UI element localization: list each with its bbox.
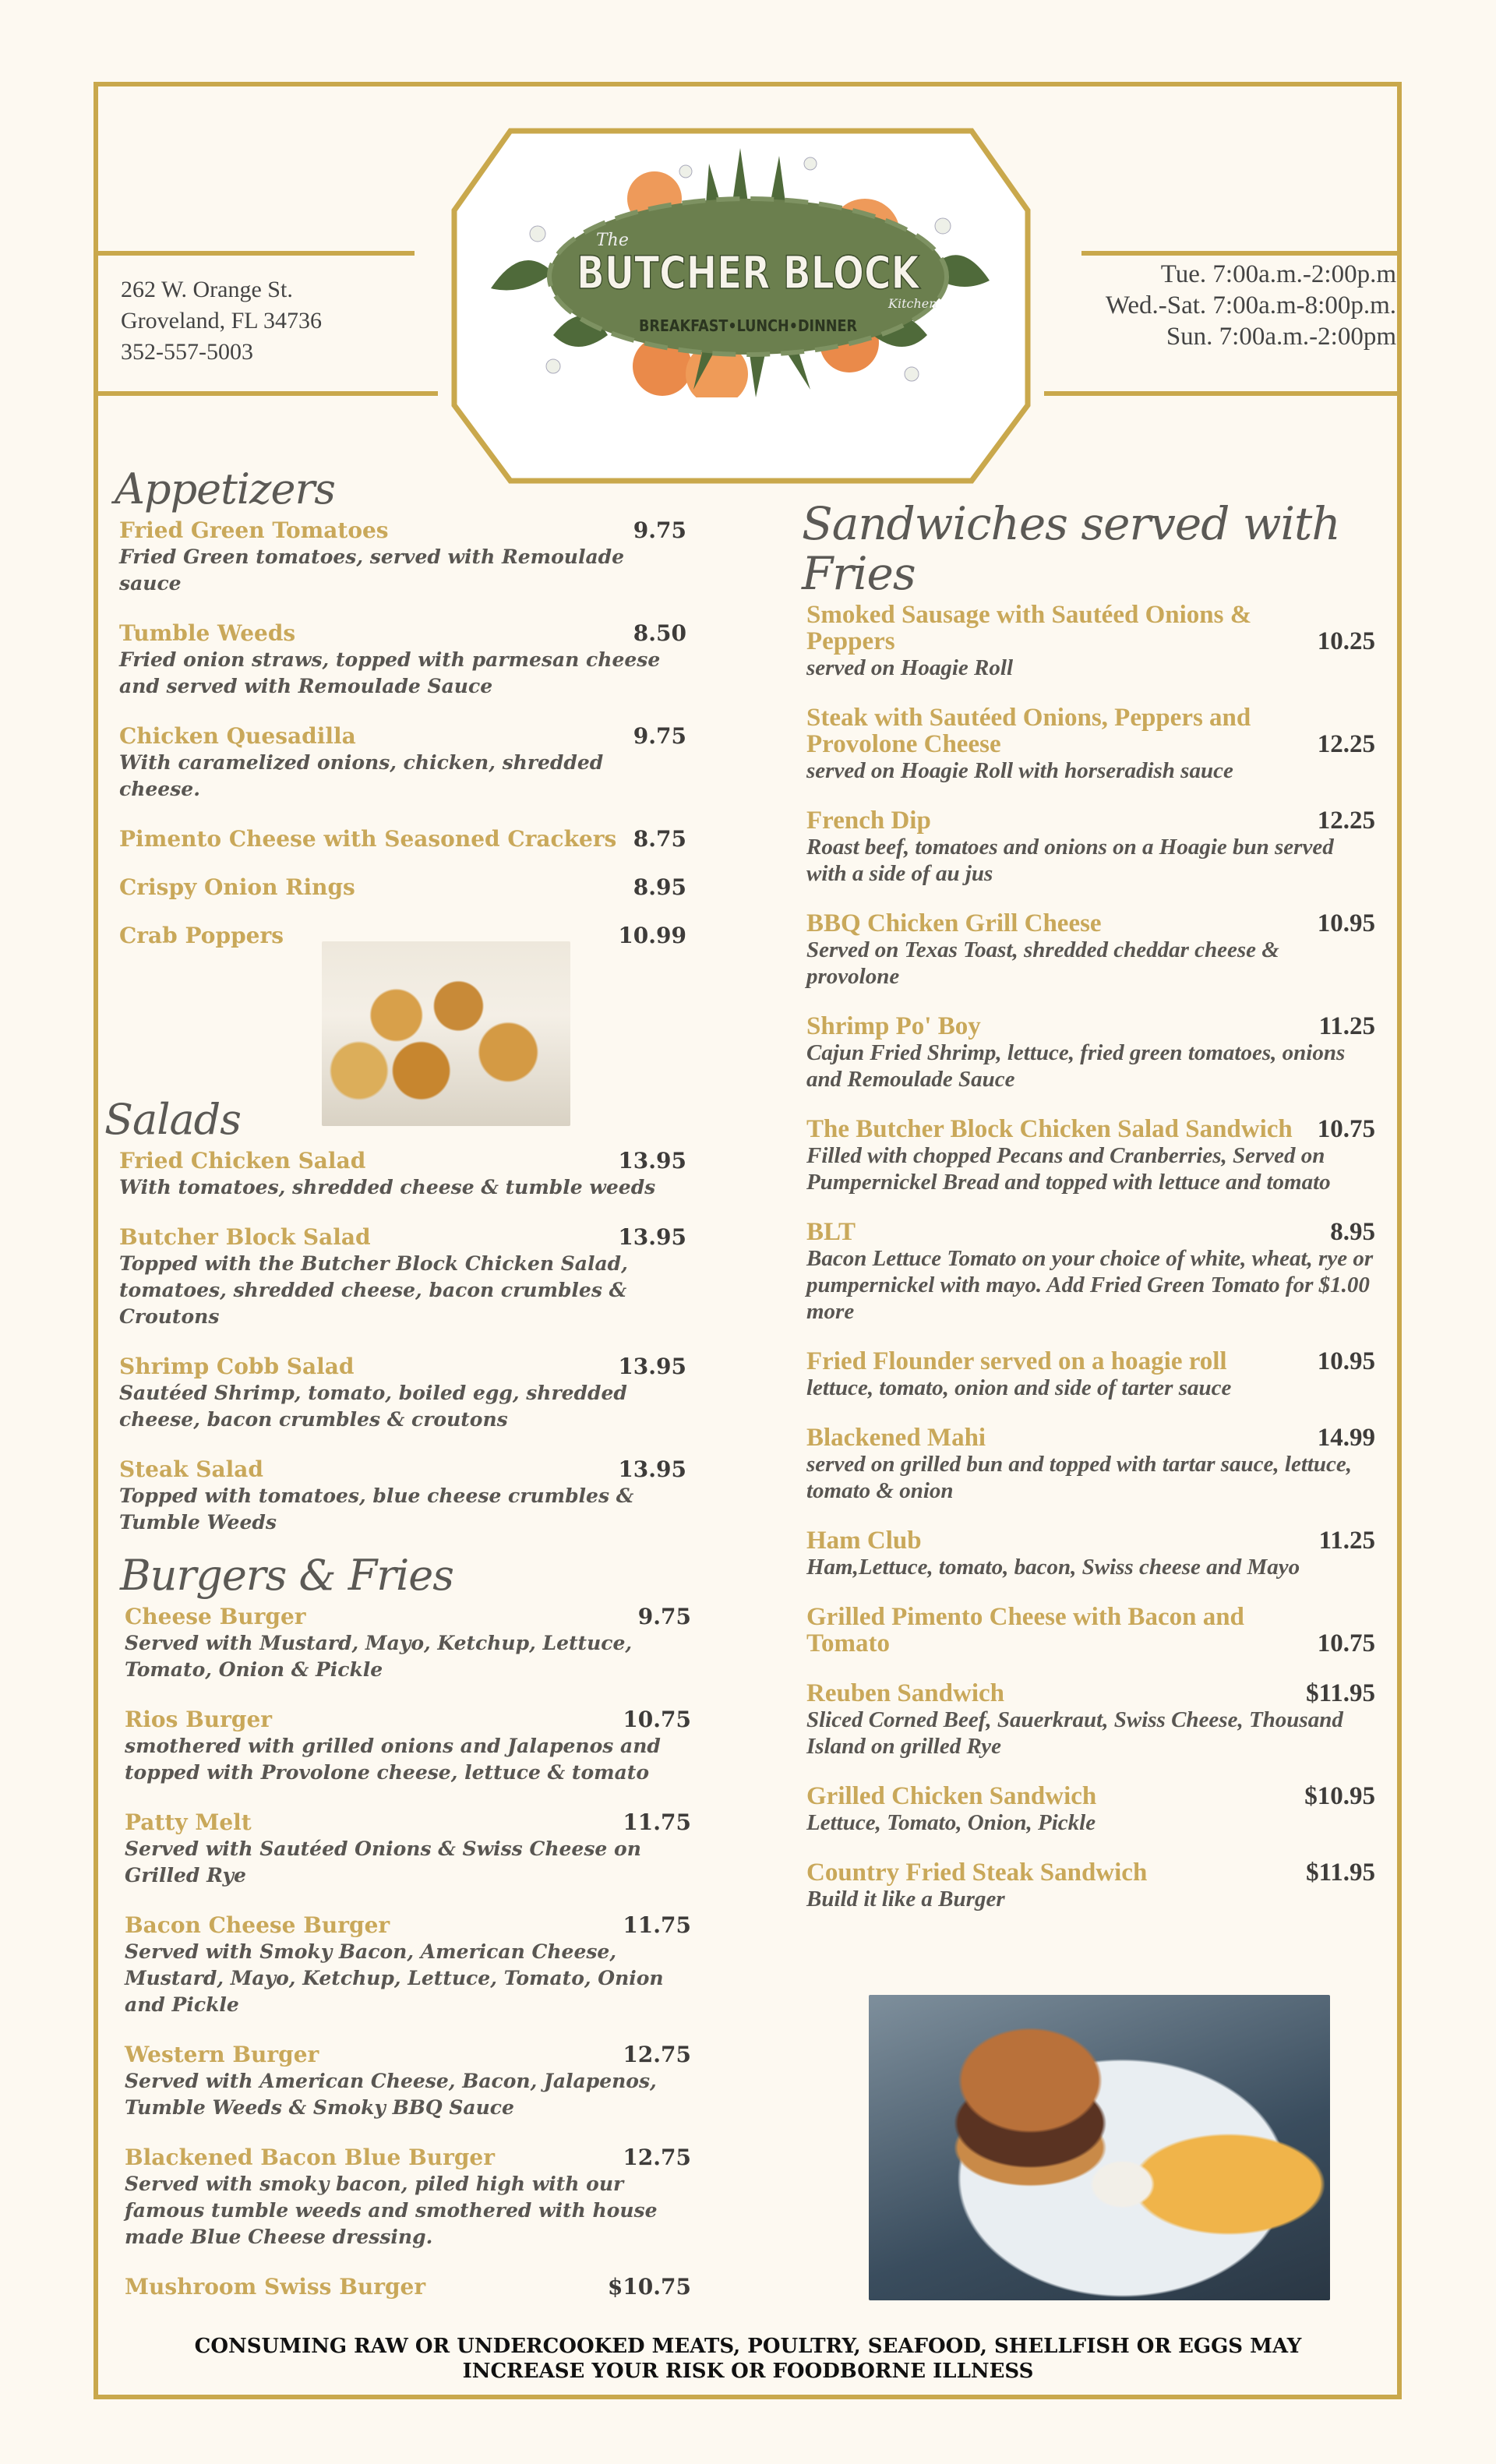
menu-item-header [119,826,686,853]
menu-item-header [806,1859,1375,1886]
menu-item [119,620,686,700]
menu-item-name: Rios Burger [125,1707,273,1732]
menu-item-name: Butcher Block Salad [119,1224,371,1250]
menu-item-name: Blackened Bacon Blue Burger [125,2145,495,2170]
menu-item-price: 9.75 [637,1604,691,1629]
menu-item-name: Chicken Quesadilla [119,723,356,749]
hours-wed-sat: Wed.-Sat. 7:00a.m-8:00p.m. [1105,291,1396,319]
menu-item-description: Served with American Cheese, Bacon, Jalapenos, Tumble Weeds & Smoky BBQ Sauce [125,2070,657,2119]
menu-item-description: Topped with tomatoes, blue cheese crumbles & Tumble Weeds [119,1484,634,1534]
menu-item-name: Tumble Weeds [119,620,296,646]
menu-item-description: With caramelized onions, chicken, shredded cheese. [119,751,604,800]
menu-item-description: Topped with the Butcher Block Chicken Salad, tomatoes, shredded cheese, bacon crumbles & Croutons [119,1252,628,1328]
menu-item [806,1348,1375,1401]
menu-item-header [806,1116,1375,1142]
burgers-section [120,1551,691,2324]
menu-item [119,517,686,597]
menu-item [806,1859,1375,1912]
menu-item-price: 11.75 [623,1912,691,1938]
menu-item-name: Country Fried Steak Sandwich [806,1859,1148,1887]
menu-item [125,2145,691,2250]
menu-item-description: Fried onion straws, topped with parmesan cheese and served with Remoulade Sauce [119,648,661,697]
menu-item-name: Fried Chicken Salad [119,1148,366,1174]
menu-item-name: Shrimp Cobb Salad [119,1354,355,1379]
section-title-appetizers: Appetizers [115,464,335,514]
section-title-salads: Salads [104,1095,241,1144]
menu-item [806,602,1375,681]
menu-item-header [806,1424,1375,1451]
menu-item-description: Served with Smoky Bacon, American Cheese, Mustard, Mayo, Ketchup, Lettuce, Tomato, Onion and Pickle [125,1940,664,2016]
menu-item-name: Ham Club [806,1527,922,1555]
menu-item-price: 8.50 [633,620,686,646]
menu-item-header [119,1456,686,1483]
menu-item-name: Grilled Pimento Cheese with Bacon and Tomato [806,1603,1244,1657]
menu-item-header [806,1219,1375,1245]
menu-item-name: BLT [806,1218,856,1246]
disclaimer-line: CONSUMING RAW OR UNDERCOOKED MEATS, POULTRY, SEAFOOD, SHELLFISH OR EGGS MAY [194,2335,1302,2358]
menu-item [806,1013,1375,1093]
menu-item-price: 10.99 [618,923,686,948]
menu-item-price: 12.25 [1317,807,1375,835]
menu-item-header [119,517,686,544]
menu-item-price: 12.75 [623,2145,691,2170]
menu-item-name: Steak Salad [119,1456,263,1482]
sandwiches-section [802,497,1375,1936]
menu-item-description: Filled with chopped Pecans and Cranberries, Served on Pumpernickel Bread and topped with lettuce and tomato [806,1143,1331,1195]
menu-item-price: 13.95 [618,1456,686,1482]
hours-sun: Sun. 7:00a.m.-2:00pm [1166,323,1396,351]
address-street: 262 W. Orange St. [121,277,293,302]
divider [94,391,438,396]
menu-item-description: Served with smoky bacon, piled high with our famous tumble weeds and smothered with house made Blue Cheese dressing. [125,2173,658,2248]
menu-item [806,1116,1375,1195]
menu-item-name: Blackened Mahi [806,1424,986,1452]
menu-item-price: 8.75 [633,826,686,852]
menu-item-header [125,2274,691,2300]
menu-item-header [125,1707,691,1733]
menu-item [806,910,1375,990]
menu-item-price: $11.95 [1306,1679,1375,1707]
menu-item-header [806,807,1375,834]
menu-item [125,1604,691,1683]
menu-item-name: Grilled Chicken Sandwich [806,1782,1097,1810]
menu-item-name: Crab Poppers [119,923,284,948]
menu-item-name: Fried Flounder served on a hoagie roll [806,1347,1227,1375]
salads-section [104,1095,686,1559]
menu-item-description: Roast beef, tomatoes and onions on a Hoagie bun served with a side of au jus [806,835,1334,886]
menu-item-header [119,723,686,750]
logo-name: BUTCHER BLOCK [577,246,921,299]
menu-item [806,1424,1375,1504]
menu-item [119,1148,686,1201]
menu-item-header [806,1527,1375,1554]
menu-item-name: Bacon Cheese Burger [125,1912,390,1938]
menu-item-description: Ham,Lettuce, tomato, bacon, Swiss cheese and Mayo [806,1555,1300,1580]
menu-item-description: Lettuce, Tomato, Onion, Pickle [806,1810,1096,1835]
menu-item-price: $10.75 [607,2274,691,2300]
menu-item-description: served on grilled bun and topped with tartar sauce, lettuce, tomato & onion [806,1452,1353,1503]
menu-item [119,874,686,901]
menu-item-name: Reuben Sandwich [806,1679,1004,1707]
phone-number: 352-557-5003 [121,339,253,365]
menu-item-price: 13.95 [618,1148,686,1174]
menu-item-header [125,2042,691,2068]
menu-item [125,1707,691,1786]
menu-item-header [806,1348,1375,1375]
menu-item [125,2274,691,2300]
food-safety-disclaimer [117,2334,1379,2384]
menu-item-name: Patty Melt [125,1809,252,1835]
burger-fries-photo [869,1995,1330,2300]
menu-item-header [806,1013,1375,1040]
menu-item-header [119,1148,686,1174]
menu-item-name: Mushroom Swiss Burger [125,2274,426,2300]
menu-item-name: Fried Green Tomatoes [119,517,389,543]
menu-item-name: Crispy Onion Rings [119,874,355,900]
logo-tagline: BREAKFAST•LUNCH•DINNER [639,316,857,335]
menu-item-name: French Dip [806,807,931,835]
menu-item-price: 11.25 [1318,1012,1375,1040]
menu-item-header [806,1680,1375,1707]
menu-item-header [806,1783,1375,1809]
menu-item [125,1912,691,2018]
menu-item [119,1456,686,1536]
menu-item-description: With tomatoes, shredded cheese & tumble weeds [119,1176,656,1198]
menu-item-header [119,1224,686,1251]
menu-item-header [119,874,686,901]
menu-item-price: 10.25 [1317,627,1375,655]
divider [1044,391,1402,396]
address-city: Groveland, FL 34736 [121,308,323,334]
section-title-burgers: Burgers & Fries [120,1551,453,1600]
menu-item [806,1604,1375,1657]
menu-item-price: 13.95 [618,1354,686,1379]
menu-item-price: 11.25 [1318,1527,1375,1555]
menu-item-description: Served with Mustard, Mayo, Ketchup, Lettuce, Tomato, Onion & Pickle [125,1632,633,1681]
menu-item-description: Sliced Corned Beef, Sauerkraut, Swiss Cheese, Thousand Island on grilled Rye [806,1707,1343,1759]
menu-item-header [806,1604,1375,1657]
menu-item-price: 10.75 [623,1707,691,1732]
menu-item-price: 11.75 [623,1809,691,1835]
menu-item-description: Sautéed Shrimp, tomato, boiled egg, shredded cheese, bacon crumbles & croutons [119,1382,627,1431]
menu-item-price: $11.95 [1306,1859,1375,1887]
menu-item [119,1224,686,1330]
appetizers-section [115,464,686,971]
menu-item-price: 12.75 [623,2042,691,2067]
logo-the: The [596,231,629,250]
disclaimer-line: INCREASE YOUR RISK OR FOODBORNE ILLNESS [462,2360,1034,2383]
menu-item [806,1680,1375,1760]
menu-item-price: 10.95 [1317,909,1375,937]
menu-item-description: served on Hoagie Roll with horseradish sauce [806,758,1233,783]
menu-item-header [125,1912,691,1939]
menu-item-header [125,1809,691,1836]
address-block [121,274,322,368]
menu-item-description: Bacon Lettuce Tomato on your choice of white, wheat, rye or pumpernickel with mayo. Add Fried Green Tomato for $1.00 more [806,1246,1374,1324]
menu-item-name: BBQ Chicken Grill Cheese [806,909,1102,937]
menu-item-price: 9.75 [633,723,686,749]
menu-item-header [119,1354,686,1380]
menu-item-price: $10.95 [1304,1782,1375,1810]
logo-foliage-icon [460,140,1021,397]
menu-item [806,704,1375,784]
menu-item-name: Pimento Cheese with Seasoned Crackers [119,826,617,852]
menu-item-description: lettuce, tomato, onion and side of tarter sauce [806,1375,1232,1400]
divider [1081,251,1402,256]
menu-item [119,1354,686,1433]
menu-item-price: 10.75 [1317,1115,1375,1143]
menu-item [806,1527,1375,1580]
menu-item-description: Fried Green tomatoes, served with Remoulade sauce [119,545,625,595]
menu-item [125,2042,691,2121]
menu-item-name: Western Burger [125,2042,319,2067]
menu-item [806,807,1375,887]
menu-item-header [806,602,1375,655]
menu-item-price: 10.75 [1317,1629,1375,1657]
menu-item-price: 9.75 [633,517,686,543]
menu-item [119,826,686,853]
menu-item [119,723,686,803]
menu-item-name: Shrimp Po' Boy [806,1012,981,1040]
menu-item-price: 13.95 [618,1224,686,1250]
menu-item-header [125,1604,691,1630]
menu-item-price: 8.95 [1330,1218,1375,1246]
menu-item-description: served on Hoagie Roll [806,655,1014,680]
menu-item [806,1783,1375,1836]
menu-item-description: smothered with grilled onions and Jalapenos and topped with Provolone cheese, lettuce & tomato [125,1735,661,1784]
menu-item-header [806,704,1375,757]
menu-item-header [119,620,686,647]
menu-item-header [806,910,1375,937]
menu-item-description: Served with Sautéed Onions & Swiss Cheese on Grilled Rye [125,1837,641,1887]
hours-tue: Tue. 7:00a.m.-2:00p.m [1160,260,1396,288]
menu-item-description: Served on Texas Toast, shredded cheddar cheese & provolone [806,937,1279,989]
logo-kitchen: Kitchen [888,296,937,311]
divider [94,251,415,256]
menu-item-price: 8.95 [633,874,686,900]
menu-item-name: The Butcher Block Chicken Salad Sandwich [806,1115,1293,1143]
menu-item-description: Build it like a Burger [806,1887,1005,1912]
menu-item-name: Steak with Sautéed Onions, Peppers and Provolone Cheese [806,704,1251,758]
menu-item-header [125,2145,691,2171]
menu-item [806,1219,1375,1325]
menu-item-name: Smoked Sausage with Sautéed Onions & Peppers [806,601,1252,655]
menu-item-price: 10.95 [1317,1347,1375,1375]
menu-item-price: 12.25 [1317,730,1375,758]
menu-item-name: Cheese Burger [125,1604,306,1629]
restaurant-logo [460,140,1021,397]
menu-item [125,1809,691,1889]
menu-item-description: Cajun Fried Shrimp, lettuce, fried green tomatoes, onions and Remoulade Sauce [806,1040,1346,1092]
menu-item-price: 14.99 [1317,1424,1375,1452]
section-title-sandwiches: Sandwiches served with Fries [802,497,1340,600]
hours-block [1106,259,1396,352]
